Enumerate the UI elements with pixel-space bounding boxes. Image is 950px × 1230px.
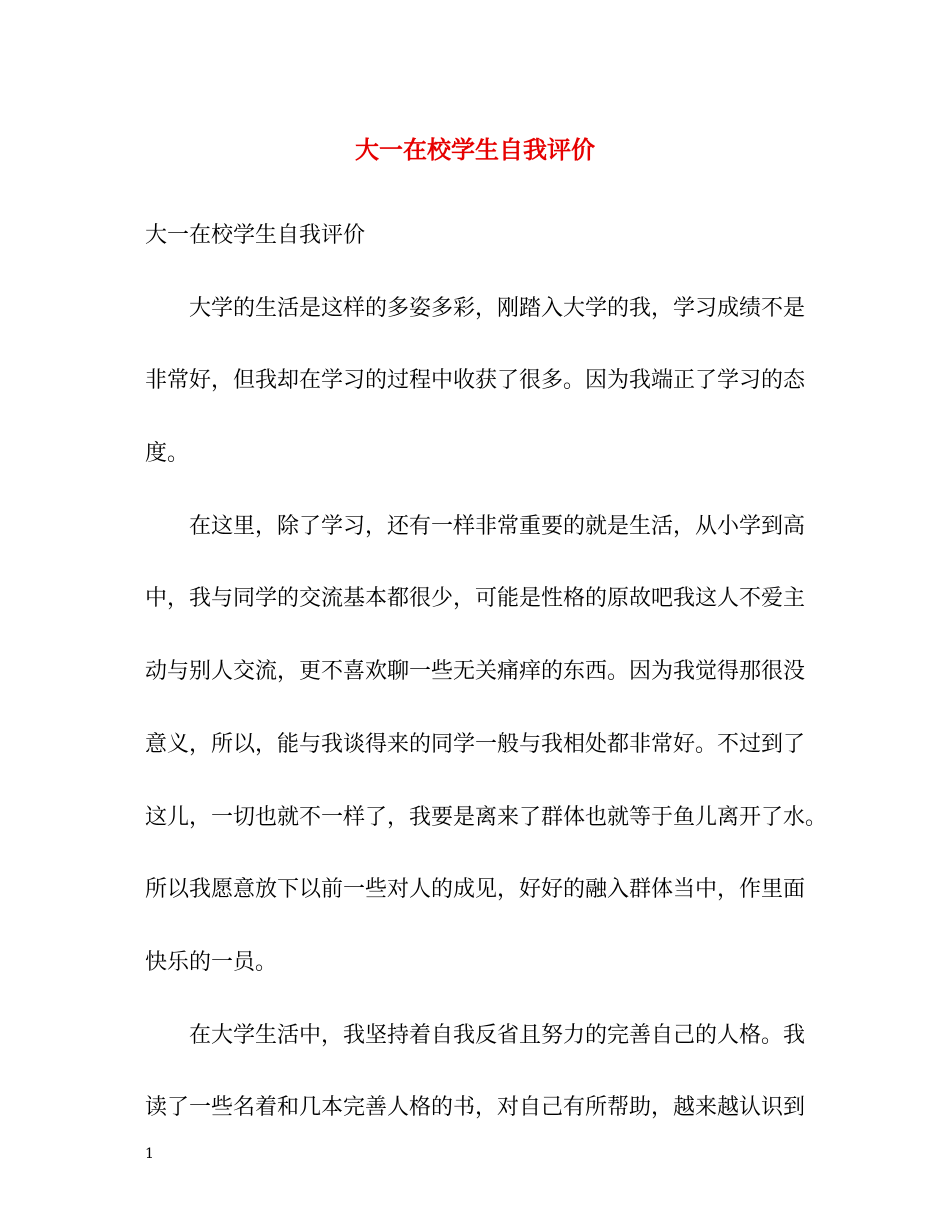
body-line: 这儿，一切也就不一样了，我要是离来了群体也就等于鱼儿离开了水。 xyxy=(145,804,828,830)
body-line: 中，我与同学的交流基本都很少，可能是性格的原故吧我这人不爱主 xyxy=(145,586,806,612)
body-line: 在这里，除了学习，还有一样非常重要的就是生活，从小学到高 xyxy=(189,513,806,539)
body-line: 在大学生活中，我坚持着自我反省且努力的完善自己的人格。我 xyxy=(189,1022,806,1048)
body-line-subtitle: 大一在校学生自我评价 xyxy=(145,223,366,248)
body-line: 所以我愿意放下以前一些对人的成见，好好的融入群体当中，作里面 xyxy=(145,877,806,903)
body-line: 非常好，但我却在学习的过程中收获了很多。因为我端正了学习的态 xyxy=(145,368,806,394)
body-line: 意义，所以，能与我谈得来的同学一般与我相处都非常好。不过到了 xyxy=(145,731,806,757)
body-line: 大学的生活是这样的多姿多彩，刚踏入大学的我，学习成绩不是 xyxy=(189,295,806,321)
body-line: 读了一些名着和几本完善人格的书，对自己有所帮助，越来越认识到 xyxy=(145,1095,806,1121)
body-line: 度。 xyxy=(145,441,190,467)
document-title: 大一在校学生自我评价 xyxy=(355,135,595,164)
document-body xyxy=(145,216,828,1161)
body-line: 动与别人交流，更不喜欢聊一些无关痛痒的东西。因为我觉得那很没 xyxy=(145,659,806,685)
page-number: 1 xyxy=(145,1146,154,1162)
body-line: 快乐的一员。 xyxy=(145,949,278,975)
